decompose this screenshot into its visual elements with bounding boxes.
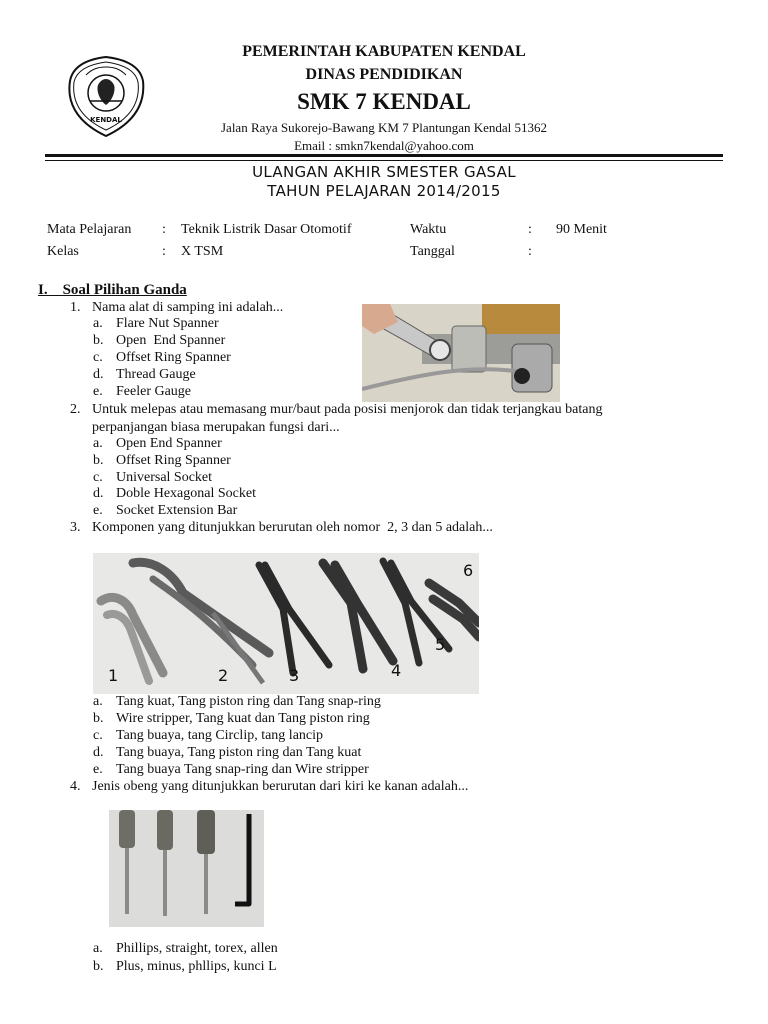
option-text: Offset Ring Spanner — [116, 453, 231, 468]
header-divider-thin — [45, 160, 723, 161]
pliers-label-3: 3 — [289, 666, 300, 685]
class-label: Kelas — [47, 244, 79, 259]
option-letter: d. — [93, 486, 104, 501]
option-letter: e. — [93, 762, 103, 777]
question-text: Nama alat di samping ini adalah... — [92, 300, 284, 315]
option-text: Tang buaya, Tang piston ring dan Tang kuat — [116, 745, 362, 760]
date-colon: : — [528, 244, 532, 259]
option-text: Plus, minus, phllips, kunci L — [116, 959, 277, 974]
option-letter: b. — [93, 959, 104, 974]
header-school-name: SMK 7 KENDAL — [297, 89, 471, 114]
option-text: Tang buaya Tang snap-ring dan Wire stripper — [116, 762, 369, 777]
option — [93, 503, 237, 519]
option-text: Open End Spanner — [116, 333, 226, 348]
subject-colon: : — [162, 222, 166, 237]
pliers-label-4: 4 — [391, 661, 402, 680]
date-label: Tanggal — [410, 244, 455, 259]
option-letter: a. — [93, 436, 103, 451]
option-letter: b. — [93, 453, 104, 468]
option-text: Flare Nut Spanner — [116, 316, 219, 331]
pliers-label-2: 2 — [218, 666, 229, 685]
option-letter: a. — [93, 316, 103, 331]
pliers-photo — [93, 553, 479, 694]
pliers-label-6: 6 — [463, 561, 474, 580]
option-letter: d. — [93, 367, 104, 382]
question-number: 2. — [70, 402, 81, 417]
option — [93, 711, 370, 727]
option — [93, 486, 256, 502]
question-text: Komponen yang ditunjukkan berurutan oleh nomor 2, 3 dan 5 adalah... — [92, 520, 493, 535]
question-3 — [70, 520, 493, 536]
option-letter: c. — [93, 728, 103, 743]
option — [93, 384, 191, 400]
pliers-label-1: 1 — [108, 666, 119, 685]
option-text: Offset Ring Spanner — [116, 350, 231, 365]
subject-value: Teknik Listrik Dasar Otomotif — [181, 222, 352, 237]
option — [93, 694, 381, 710]
pliers-label-5: 5 — [435, 635, 446, 654]
option-text: Phillips, straight, torex, allen — [116, 941, 278, 956]
question-text: Untuk melepas atau memasang mur/baut pada posisi menjorok dan tidak terjangkau batang — [92, 402, 603, 417]
option-text: Universal Socket — [116, 470, 213, 485]
header-address: Jalan Raya Sukorejo-Bawang KM 7 Plantungan Kendal 51362 — [220, 120, 548, 135]
option-letter: b. — [93, 333, 104, 348]
option-text: Thread Gauge — [116, 367, 196, 382]
time-colon: : — [528, 222, 532, 237]
question-number: 4. — [70, 779, 81, 794]
header-department: DINAS PENDIDIKAN — [305, 66, 463, 83]
option — [93, 745, 361, 761]
option-letter: b. — [93, 711, 104, 726]
header-email: Email : smkn7kendal@yahoo.com — [294, 138, 474, 153]
option — [93, 941, 278, 957]
option-text: Open End Spanner — [116, 436, 222, 451]
option-text: Wire stripper, Tang kuat dan Tang piston ring — [116, 711, 370, 726]
subject-label: Mata Pelajaran — [47, 222, 132, 237]
header-divider-thick — [45, 154, 723, 157]
option — [93, 333, 225, 349]
exam-year: TAHUN PELAJARAN 2014/2015 — [267, 182, 501, 200]
question-number: 3. — [70, 520, 81, 535]
option — [93, 762, 369, 778]
section-title: I. Soal Pilihan Ganda — [38, 282, 187, 298]
option-text: Feeler Gauge — [116, 384, 192, 399]
svg-text:KENDAL: KENDAL — [90, 116, 122, 124]
question-text: Jenis obeng yang ditunjukkan berurutan dari kiri ke kanan adalah... — [92, 779, 469, 794]
header-government: PEMERINTAH KABUPATEN KENDAL — [242, 43, 526, 60]
screwdrivers-photo — [109, 810, 264, 927]
option — [93, 470, 212, 486]
option-letter: e. — [93, 384, 103, 399]
option-letter: c. — [93, 470, 103, 485]
option — [93, 959, 277, 975]
time-label: Waktu — [410, 222, 447, 237]
class-value: X TSM — [181, 244, 224, 259]
option-text: Tang buaya, tang Circlip, tang lancip — [116, 728, 324, 743]
option — [93, 367, 196, 383]
spanner-photo — [362, 304, 560, 402]
option-letter: a. — [93, 694, 103, 709]
option-letter: e. — [93, 503, 103, 518]
option — [93, 350, 231, 366]
option-text: Tang kuat, Tang piston ring dan Tang snap-ring — [116, 694, 381, 709]
option-text: Socket Extension Bar — [116, 503, 238, 518]
class-colon: : — [162, 244, 166, 259]
option — [93, 316, 219, 332]
question-number: 1. — [70, 300, 81, 315]
option-text: Doble Hexagonal Socket — [116, 486, 256, 501]
exam-title: ULANGAN AKHIR SMESTER GASAL — [252, 163, 516, 181]
option-letter: c. — [93, 350, 103, 365]
question-2-continued: perpanjangan biasa merupakan fungsi dari... — [92, 420, 340, 435]
option-letter: a. — [93, 941, 103, 956]
option — [93, 728, 323, 744]
question-1 — [70, 300, 283, 316]
question-4 — [70, 779, 468, 795]
option-letter: d. — [93, 745, 104, 760]
option — [93, 453, 231, 469]
option — [93, 436, 222, 452]
time-value: 90 Menit — [556, 222, 607, 237]
question-2 — [70, 402, 602, 418]
